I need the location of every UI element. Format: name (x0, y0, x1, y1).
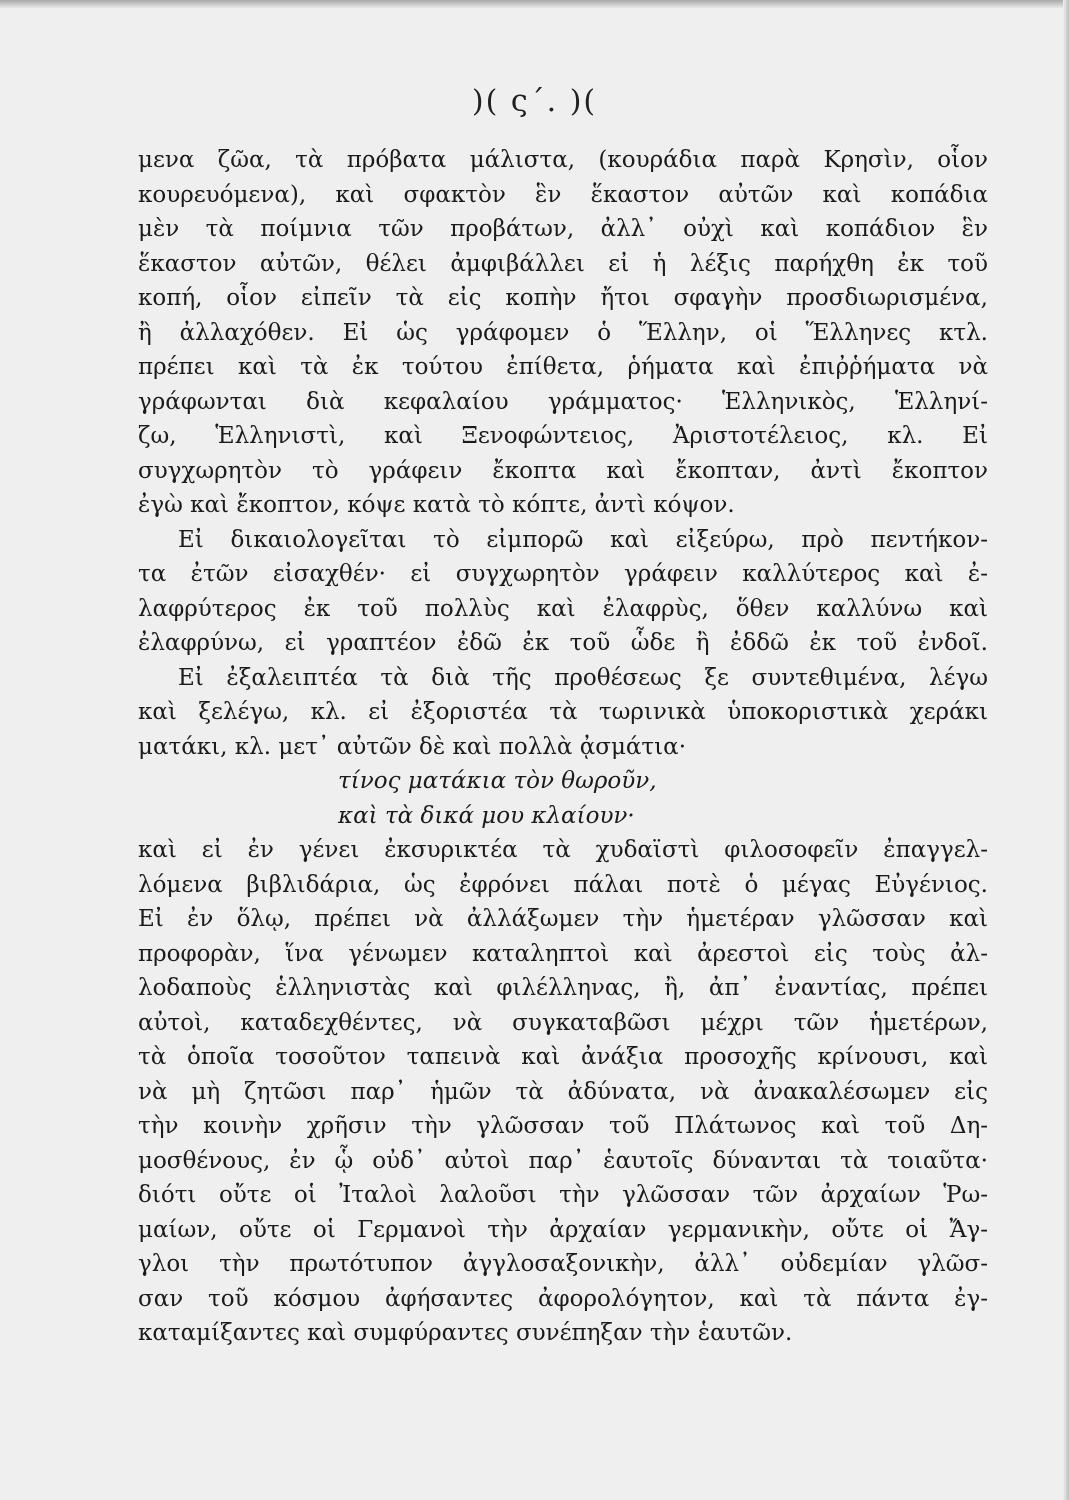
right-edge-shading (1063, 0, 1069, 1500)
text-line: ἕκαστον αὐτῶν, θέλει ἀμφιβάλλει εἰ ἡ λέξις παρήχθη ἐκ τοῦ (138, 250, 988, 277)
text-line: ἐγὼ καὶ ἔκοπτον, κόψε κατὰ τὸ κόπτε, ἀντὶ κόψον. (138, 492, 735, 518)
text-line: μοσθένους, ἐν ᾧ οὐδ᾽ αὐτοὶ παρ᾽ ἑαυτοῖς δύνανται τὰ τοιαῦτα· (138, 1147, 988, 1174)
verse-line: καὶ τὰ δικά μου κλαίουν· (338, 802, 635, 829)
text-line: τὴν κοινὴν χρῆσιν τὴν γλῶσσαν τοῦ Πλάτωνος καὶ τοῦ Δη- (138, 1113, 988, 1139)
text-line: γλοι τὴν πρωτότυπον ἀγγλοσαξονικὴν, ἀλλ᾽ οὐδεμίαν γλῶσ- (138, 1251, 988, 1277)
text-line: μὲν τὰ ποίμνια τῶν προβάτων, ἀλλ᾽ οὐχὶ καὶ κοπάδιον ἓν (138, 216, 988, 242)
page-number: )( ς΄. )( (471, 84, 598, 119)
text-line: γράφωνται διὰ κεφαλαίου γράμματος· Ἑλληνικὸς, Ἑλληνί- (138, 388, 988, 415)
text-line: κουρευόμενα), καὶ σφακτὸν ἓν ἕκαστον αὐτῶν καὶ κοπάδια (138, 181, 988, 208)
text-line: λόμενα βιβλιδάρια, ὡς ἐφρόνει πάλαι ποτὲ ὁ μέγας Εὐγένιος. (138, 871, 988, 898)
text-line: αὐτοὶ, καταδεχθέντες, νὰ συγκαταβῶσι μέχρι τῶν ἡμετέρων, (138, 1009, 988, 1036)
text-line: λοδαποὺς ἑλληνιστὰς καὶ φιλέλληνας, ἢ, ἀπ᾽ ἐναντίας, πρέπει (138, 975, 988, 1001)
text-line: συγχωρητὸν τὸ γράφειν ἔκοπτα καὶ ἔκοπταν, ἀντὶ ἔκοπτον (138, 457, 988, 484)
text-line: ζω, Ἑλληνιστὶ, καὶ Ξενοφώντειος, Ἀριστοτέλειος, κλ. Εἰ (138, 423, 988, 449)
paragraph-first-line: Εἰ δικαιολογεῖται τὸ εἰμπορῶ καὶ εἰξεύρω, πρὸ πεντήκον- (178, 526, 988, 553)
text-line: σαν τοῦ κόσμου ἀφήσαντες ἀφορολόγητον, καὶ τὰ πάντα ἐγ- (138, 1285, 988, 1312)
text-line: μαίων, οὔτε οἱ Γερμανοὶ τὴν ἀρχαίαν γερμανικὴν, οὔτε οἱ Ἄγ- (138, 1216, 988, 1243)
text-line: τὰ ὁποῖα τοσοῦτον ταπεινὰ καὶ ἀνάξια προσοχῆς κρίνουσι, καὶ (138, 1044, 988, 1070)
verse-line: τίνος ματάκια τὸν θωροῦν, (338, 768, 657, 794)
text-line: ἢ ἀλλαχόθεν. Εἰ ὡς γράφομεν ὁ Ἕλλην, οἱ Ἕλληνες κτλ. (138, 319, 988, 346)
text-line: καὶ ξελέγω, κλ. εἰ ἐξοριστέα τὰ τωρινικὰ ὑποκοριστικὰ χεράκι (138, 699, 988, 725)
text-line: προφορὰν, ἵνα γένωμεν καταληπτοὶ καὶ ἀρεστοὶ εἰς τοὺς ἀλ- (138, 940, 988, 967)
text-line: ἐλαφρύνω, εἰ γραπτέον ἐδῶ ἐκ τοῦ ὧδε ἢ ἐδδῶ ἐκ τοῦ ἐνδοῖ. (138, 630, 988, 656)
text-line: καταμίξαντες καὶ συμφύραντες συνέπηξαν τὴν ἑαυτῶν. (138, 1320, 793, 1346)
text-line: Εἰ ἐν ὅλῳ, πρέπει νὰ ἀλλάξωμεν τὴν ἡμετέραν γλῶσσαν καὶ (138, 906, 988, 932)
text-line: κοπή, οἷον εἰπεῖν τὰ εἰς κοπὴν ἤτοι σφαγὴν προσδιωρισμένα, (138, 285, 988, 311)
text-line: ματάκι, κλ. μετ᾽ αὐτῶν δὲ καὶ πολλὰ ᾀσμάτια· (138, 733, 687, 760)
text-line: καὶ εἰ ἐν γένει ἐκσυρικτέα τὰ χυδαϊστὶ φιλοσοφεῖν ἐπαγγελ- (138, 837, 988, 863)
text-line: νὰ μὴ ζητῶσι παρ᾽ ἡμῶν τὰ ἀδύνατα, νὰ ἀνακαλέσωμεν εἰς (138, 1078, 988, 1105)
text-line: τα ἐτῶν εἰσαχθέν· εἰ συγχωρητὸν γράφειν καλλύτερος καὶ ἐ- (138, 561, 988, 587)
body-text (138, 143, 988, 1351)
text-line: λαφρύτερος ἐκ τοῦ πολλὺς καὶ ἐλαφρὺς, ὅθεν καλλύνω καὶ (138, 595, 988, 622)
text-line: μενα ζῶα, τὰ πρόβατα μάλιστα, (κουράδια παρὰ Κρησὶν, οἷον (138, 147, 988, 173)
paragraph-first-line: Εἰ ἐξαλειπτέα τὰ διὰ τῆς προθέσεως ξε συντεθιμένα, λέγω (178, 664, 988, 691)
text-line: πρέπει καὶ τὰ ἐκ τούτου ἐπίθετα, ῥήματα καὶ ἐπιῤῥήματα νὰ (138, 354, 988, 380)
top-edge-shading (0, 0, 1069, 8)
text-line: διότι οὔτε οἱ Ἰταλοὶ λαλοῦσι τὴν γλῶσσαν τῶν ἀρχαίων Ῥω- (138, 1182, 988, 1208)
